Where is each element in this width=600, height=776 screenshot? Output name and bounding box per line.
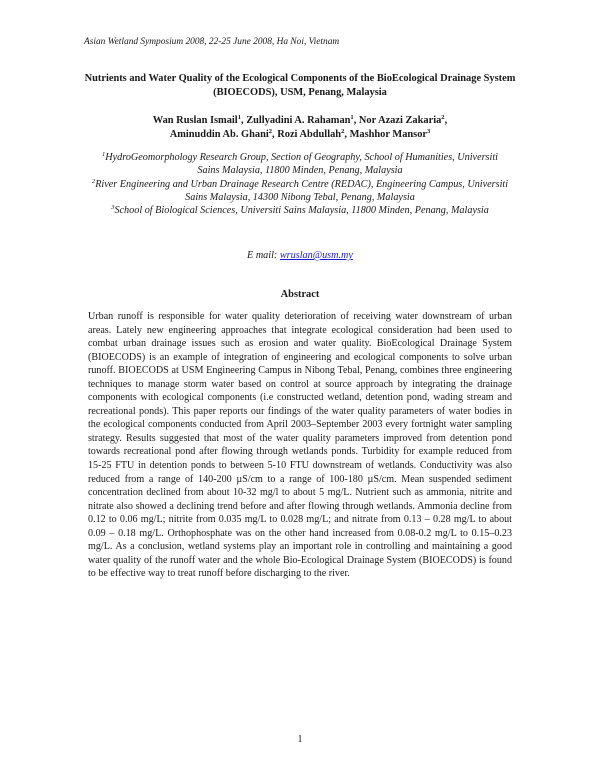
email-label: E mail:	[247, 250, 280, 261]
affiliation-text: HydroGeomorphology Research Group, Section of Geography, School of Humanities, Universiti Sains Malaysia, 11800 Minden, Penang, Malaysia	[105, 152, 499, 177]
author-affiliation-mark: 2	[441, 114, 445, 121]
author-name: Nor Azazi Zakaria	[358, 115, 442, 126]
affiliation-item	[90, 204, 510, 217]
affiliation-number: 3	[111, 204, 115, 212]
running-head: Asian Wetland Symposium 2008, 22-25 June 2008, Ha Noi, Vietnam	[84, 37, 340, 47]
author-list	[84, 114, 516, 142]
author-name: Wan Ruslan Ismail	[152, 115, 238, 126]
author-name: Aminuddin Ab. Ghani	[169, 129, 269, 140]
author-name: Zullyadini A. Rahaman	[246, 115, 351, 126]
paper-title: Nutrients and Water Quality of the Ecological Components of the BioEcological Drainage System (BIOECODS), USM, Penang, Malaysia	[84, 73, 516, 98]
affiliation-text: River Engineering and Urban Drainage Research Centre (REDAC), Engineering Campus, Universiti Sains Malaysia, 14300 Nibong Tebal, Penang, Malaysia	[95, 178, 509, 203]
affiliation-list	[90, 151, 510, 217]
author-affiliation-mark: 1	[237, 114, 241, 121]
affiliation-text: School of Biological Sciences, Universiti Sains Malaysia, 11800 Minden, Penang, Malaysia	[114, 205, 489, 217]
author-separator: ,	[444, 115, 448, 126]
email-link[interactable]: wruslan@usm.my	[279, 250, 353, 261]
email-line	[84, 250, 516, 261]
page-number: 1	[297, 734, 303, 745]
abstract-heading: Abstract	[280, 289, 320, 300]
author-separator: ,	[353, 115, 359, 126]
author-affiliation-mark: 2	[268, 128, 273, 135]
author-affiliation-mark: 2	[341, 128, 345, 135]
author-affiliation-mark: 3	[427, 128, 431, 135]
author-name: Mashhor Mansor	[349, 129, 428, 140]
author-separator: ,	[272, 129, 278, 140]
author-affiliation-mark: 1	[350, 114, 354, 121]
affiliation-number: 2	[91, 177, 96, 185]
abstract-body: Urban runoff is responsible for water quality deterioration of receiving water downstream of urban areas. Lately new engineering approaches that integrate ecological consideration had been used to combat urban drainage issues such as erosion and water quality. BioEcological Drainage System (BIOECODS) is an example of integration of engineering and ecological components to solve urban runoff. BIOECODS at USM Engineering Campus in Nibong Tebal, Penang, combines three engineering techniques to manage storm water based on control at source approach by integrating the drainage components with ecological components (i.e constructed wetland, detention pond, wading stream and recreational ponds). This paper reports our findings of the water quality parameters of water bodies in the ecological components conducted from April 2003–September 2003 every fortnight water sampling strategy. Results suggested that most of the water quality parameters improved from detention pond towards recreational pond after flowing through wetlands ponds. Turbidity for example reduced from 15-25 FTU in detention ponds to between 5-10 FTU downstream of wetlands. Conductivity was also reduced from a range of 140-200 µS/cm to a range of 100-180 µS/cm. Mean suspended sediment concentration declined from about 10-32 mg/l to about 5 mg/L. Nutrient such as ammonia, nitrite and nitrate also showed a declining trend before and after flowing through wetlands. Ammonia decline from 0.12 to 0.06 mg/L; nitrite from 0.035 mg/L to 0.028 mg/L; and nitrate from 0.13 – 0.28 mg/L to about 0.09 – 0.18 mg/L. Orthophosphate was on the other hand increased from 0.08-0.2 mg/L to 0.15–0.23 mg/L. As a conclusion, wetland systems play an important role in controlling and maintaining a good water quality of the runoff water and the whole Bio-Ecological Drainage System (BIOECODS) is found to be effective way to treat runoff before discharging to the river.	[88, 311, 512, 580]
author-name: Rozi Abdullah	[277, 129, 342, 140]
author-separator: ,	[344, 129, 350, 140]
author-separator: ,	[240, 115, 247, 126]
affiliation-item	[90, 178, 510, 205]
affiliation-number: 1	[101, 151, 106, 158]
affiliation-item	[90, 151, 510, 178]
